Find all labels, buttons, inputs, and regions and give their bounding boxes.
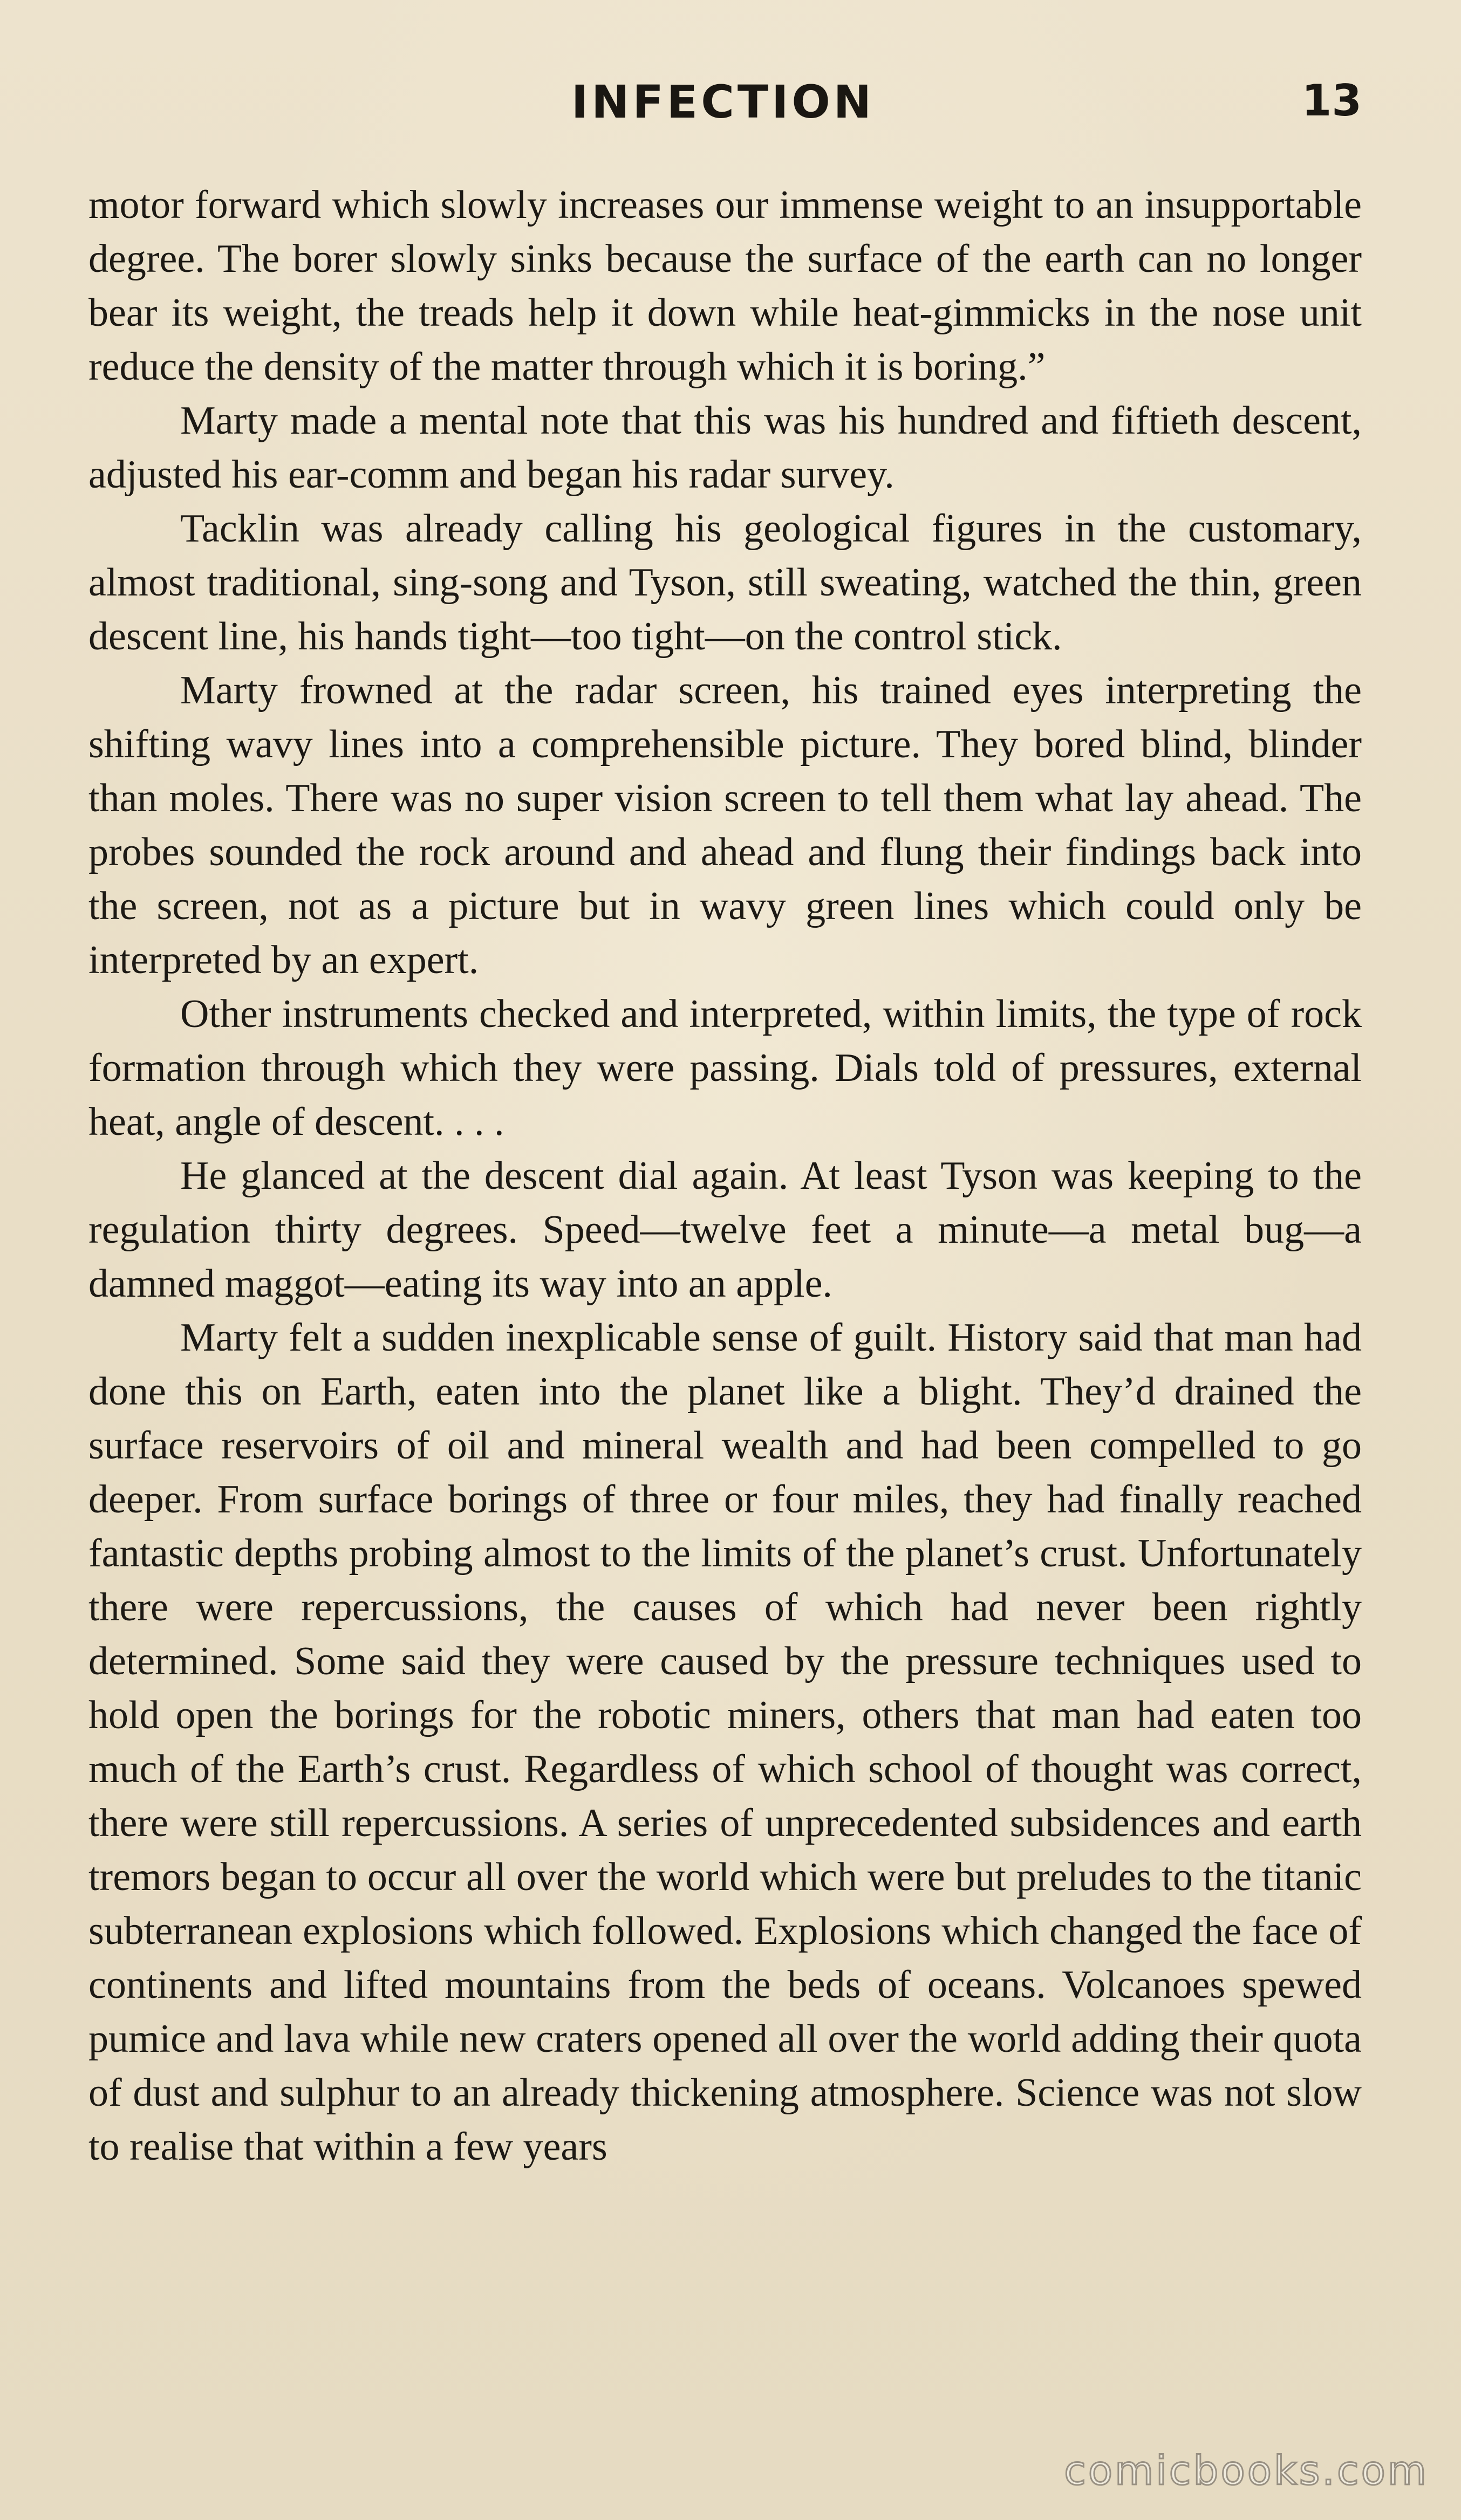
paragraph: Tacklin was already calling his geological figures in the customary, almost traditional, sing-song and Tyson, still sweating, watched the thin, green descent line, his hands tight—too tight—on the control stick.	[88, 506, 1362, 659]
running-title: INFECTION	[571, 76, 875, 128]
paragraph: Marty made a mental note that this was his hundred and fiftieth descent, adjusted his ear-comm and began his radar survey.	[88, 399, 1362, 497]
paragraph: motor forward which slowly increases our immense weight to an insupportable degree. The borer slowly sinks because the surface of the earth can no longer bear its weight, the treads help it down while heat-gimmicks in the nose unit reduce the density of the matter through which it is boring.”	[88, 183, 1362, 389]
page-header	[86, 76, 1360, 140]
page-number: 13	[1301, 76, 1362, 126]
paragraph: He glanced at the descent dial again. At least Tyson was keeping to the regulation thirty degrees. Speed—twelve feet a minute—a metal bug—a damned maggot—eating its way into an apple.	[88, 1154, 1362, 1306]
body-text	[88, 178, 1362, 2174]
paragraph: Marty felt a sudden inexplicable sense of guilt. History said that man had done this on Earth, eaten into the planet like a blight. They’d drained the surface reservoirs of oil and mineral wealth and had been compelled to go deeper. From surface borings of three or four miles, they had finally reached fantastic depths probing almost to the limits of the planet’s crust. Unfortunately there were repercussions, the causes of which had never been rightly determined. Some said they were caused by the pressure techniques used to hold open the borings for the robotic miners, others that man had eaten too much of the Earth’s crust. Regardless of which school of thought was correct, there were still repercussions. A series of unprecedented subsidences and earth tremors began to occur all over the world which were but preludes to the titanic subterranean explosions which followed. Explosions which changed the face of continents and lifted mountains from the beds of oceans. Volcanoes spewed pumice and lava while new craters opened all over the world adding their quota of dust and sulphur to an already thickening atmosphere. Science was not slow to realise that within a few years	[88, 1316, 1362, 2169]
paragraph: Other instruments checked and interpreted, within limits, the type of rock formation through which they were passing. Dials told of pressures, external heat, angle of descent. . . .	[88, 992, 1362, 1144]
watermark: comicbooks.com	[1064, 2448, 1429, 2494]
paragraph: Marty frowned at the radar screen, his trained eyes interpreting the shifting wavy lines into a comprehensible picture. They bored blind, blinder than moles. There was no super vision screen to tell them what lay ahead. The probes sounded the rock around and ahead and flung their findings back into the screen, not as a picture but in wavy green lines which could only be interpreted by an expert.	[88, 668, 1362, 982]
